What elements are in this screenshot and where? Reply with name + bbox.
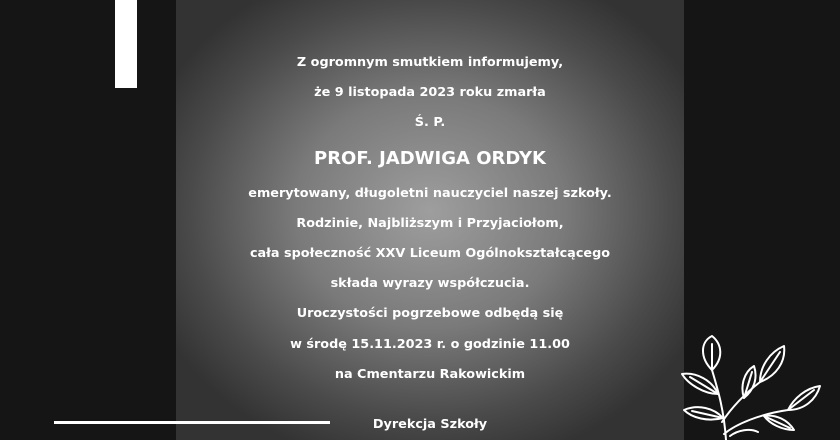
condolence-line-2: cała społeczność XXV Liceum Ogólnokształcącego (249, 246, 611, 262)
vertical-accent-bar (115, 0, 137, 88)
condolence-line-3: składa wyrazy współczucia. (330, 276, 530, 292)
plant-icon (660, 330, 840, 440)
funeral-line-2: w środę 15.11.2023 r. o godzinie 11.00 (290, 336, 570, 352)
honorific: Ś. P. (414, 115, 446, 131)
condolence-line-1: Rodzinie, Najbliższym i Przyjaciołom, (296, 215, 564, 231)
funeral-line-3: na Cmentarzu Rakowickim (334, 366, 526, 382)
description: emerytowany, długoletni nauczyciel naszej szkoły. (248, 185, 612, 201)
deceased-name: PROF. JADWIGA ORDYK (314, 147, 546, 169)
obituary-text (176, 48, 684, 440)
intro-line-2: że 9 listopada 2023 roku zmarła (314, 85, 546, 101)
funeral-line-1: Uroczystości pogrzebowe odbędą się (296, 306, 564, 322)
signature: Dyrekcja Szkoły (372, 417, 488, 433)
intro-line-1: Z ogromnym smutkiem informujemy, (296, 55, 564, 70)
